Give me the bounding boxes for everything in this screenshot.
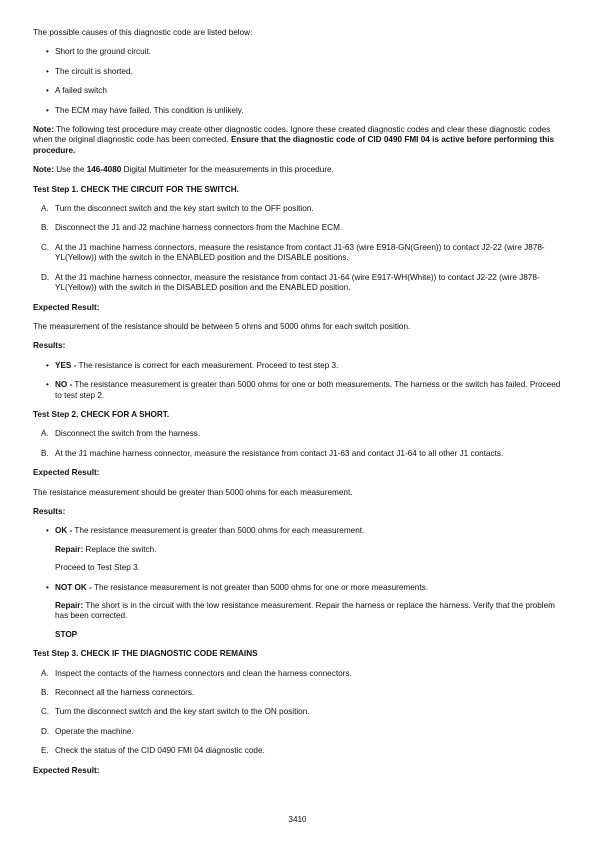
step-letter: A.	[41, 204, 49, 214]
step-item	[33, 669, 562, 679]
step-letter: D.	[41, 726, 50, 736]
step-text: Check the status of the CID 0490 FMI 04 diagnostic code.	[55, 746, 265, 756]
step1-results	[33, 361, 562, 401]
result-item	[33, 380, 562, 401]
result-text: The resistance measurement is not greater than 5000 ohms for one or more measurements.	[91, 582, 429, 592]
step-text: Operate the machine.	[55, 726, 134, 736]
repair-text: The short is in the circuit with the low resistance measurement. Repair the harness or replace the harness. Verify that the problem has been corrected.	[55, 601, 555, 621]
cause-item: • Short to the ground circuit.	[33, 47, 562, 57]
step-item	[33, 429, 562, 439]
step-letter: C.	[41, 242, 50, 252]
expected-result-label: Expected Result:	[33, 302, 100, 312]
results-label: Results:	[33, 341, 66, 351]
expected-result-label: Expected Result:	[33, 468, 100, 478]
step-letter: E.	[41, 746, 49, 756]
step-item	[33, 204, 562, 214]
step-text: Inspect the contacts of the harness connectors and clean the harness connectors.	[55, 668, 352, 678]
step1-title: Test Step 1. CHECK THE CIRCUIT FOR THE SWITCH.	[33, 184, 239, 194]
cause-item: • A failed switch	[33, 86, 562, 96]
step-letter: C.	[41, 707, 50, 717]
results-label: Results:	[33, 506, 66, 516]
note-label: Note:	[33, 165, 54, 175]
step-letter: A.	[41, 429, 49, 439]
proceed-text: Proceed to Test Step 3.	[55, 563, 140, 573]
result-item-not-ok	[33, 583, 562, 641]
result-text: The resistance measurement is greater than 5000 ohms for one or both measurements. The harness or the switch has failed. Proceed to test step 2.	[55, 380, 561, 400]
step-item	[33, 243, 562, 264]
cause-item: • The ECM may have failed. This condition is unlikely.	[33, 106, 562, 116]
result-label: NO -	[55, 380, 73, 390]
result-item	[33, 361, 562, 371]
expected-result-text: The measurement of the resistance should be between 5 ohms and 5000 ohms for each switch position.	[33, 321, 411, 331]
step-letter: B.	[41, 448, 49, 458]
result-text: The resistance is correct for each measurement. Proceed to test step 3.	[76, 360, 339, 370]
step-text: Reconnect all the harness connectors.	[55, 688, 195, 698]
stop-text: STOP	[55, 629, 78, 639]
repair-instruction	[55, 545, 562, 555]
step-item	[33, 746, 562, 756]
step-item	[33, 707, 562, 717]
page-number: 3410	[288, 815, 307, 824]
step-letter: B.	[41, 688, 49, 698]
intro-text: The possible causes of this diagnostic code are listed below:	[33, 28, 253, 37]
note-label: Note:	[33, 125, 54, 135]
step-letter: A.	[41, 668, 49, 678]
step2-results	[33, 526, 562, 640]
repair-label: Repair:	[55, 544, 84, 554]
step2-list	[33, 429, 562, 459]
note-text: The following test procedure may create other diagnostic codes. Ignore these created diagnostic codes and clear these diagnostic codes when the original diagnostic code has been corrected.	[33, 125, 551, 145]
step-text: At the J1 machine harness connectors, measure the resistance from contact J1-63 (wire E918-GN(Green)) to contact J2-22 (wire J878-YL(Yellow)) with the switch in the ENABLED position and the DISABLE positions.	[55, 242, 545, 263]
step-text: At the J1 machine harness connector, measure the resistance from contact J1-64 (wire E917-WH(White)) to contact J2-22 (wire J878-YL(Yellow)) with the switch in the DISABLED position and the ENABLED position.	[55, 272, 540, 293]
note-post: Digital Multimeter for the measurements in this procedure.	[121, 165, 334, 175]
step2-title: Test Step 2. CHECK FOR A SHORT.	[33, 409, 170, 419]
step-letter: B.	[41, 223, 49, 233]
step3-list	[33, 669, 562, 757]
step-item	[33, 449, 562, 459]
step-item	[33, 688, 562, 698]
cause-item: • The circuit is shorted.	[33, 67, 562, 77]
repair-text: Replace the switch.	[83, 544, 157, 554]
repair-label: Repair:	[55, 601, 84, 610]
note-multimeter	[33, 165, 562, 175]
step-text: Turn the disconnect switch and the key start switch to the ON position.	[55, 707, 310, 717]
step-item	[33, 727, 562, 737]
note-pre: Use the	[53, 165, 87, 175]
step-item	[33, 223, 562, 233]
expected-result-label: Expected Result:	[33, 765, 100, 775]
expected-result-text: The resistance measurement should be greater than 5000 ohms for each measurement.	[33, 487, 353, 497]
repair-instruction	[55, 601, 562, 622]
result-item-ok	[33, 526, 562, 573]
causes-list	[33, 47, 562, 116]
note-procedure	[33, 125, 562, 156]
step-item	[33, 273, 562, 294]
note-emphasis: Ensure that the diagnostic code of CID 0490 FMI 04 is active before performing this procedure.	[33, 135, 555, 155]
result-label: OK -	[55, 526, 73, 536]
step1-list	[33, 204, 562, 293]
result-label: NOT OK -	[55, 582, 92, 592]
part-number: 146-4080	[86, 165, 122, 175]
step3-title: Test Step 3. CHECK IF THE DIAGNOSTIC CODE REMAINS	[33, 649, 258, 659]
step-text: At the J1 machine harness connector, measure the resistance from contact J1-63 and contact J1-64 to all other J1 contacts.	[55, 448, 504, 458]
step-letter: D.	[41, 272, 50, 282]
result-label: YES -	[55, 360, 77, 370]
step-text: Disconnect the switch from the harness.	[55, 429, 201, 439]
result-text: The resistance measurement is greater than 5000 ohms for each measurement.	[72, 526, 365, 536]
step-text: Turn the disconnect switch and the key start switch to the OFF position.	[55, 204, 314, 214]
step-text: Disconnect the J1 and J2 machine harness connectors from the Machine ECM.	[55, 223, 343, 233]
